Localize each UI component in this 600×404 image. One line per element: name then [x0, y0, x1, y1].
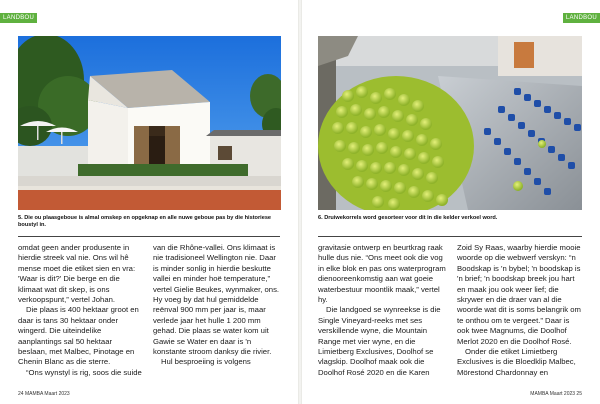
paragraph: “Ons wynstyl is rig, soos die suide — [26, 367, 142, 377]
body-column-2 — [153, 243, 280, 368]
paragraph: van die Rhône-vallei. Ons klimaat is nie tradisioneel Wellington nie. Daar is minder sonlig in hierdie beskutte vallei en minder hoë temperature,” vertel Gielie Beukes, wynmaker, ons. Hy voeg by dat hul gemiddelde reënval 900 mm per jaar is, maar verlede jaar het hulle 1 200 mm gehad. Die plaas se water kom uit Gawie se Water en daar is 'n konstante stroom danksy die rivier. — [153, 243, 280, 357]
paragraph: Die landgoed se wynreekse is die Single Vineyard-reeks met ses verskillende wyne, die Mountain Range met vier wyne, en die Limietberg Exclusives, Doolhof se vlagskip. Doolhof maak ook die Doolhof Rosé 2020 en die Karen — [318, 305, 441, 377]
paragraph: Zoid Sy Raas, waarby hierdie mooie woorde op die webwerf verskyn: “n Boodskap is 'n bybel; 'n boodskap is 'n brief; 'n boodskap breek jou hart en maak jou ook weer lief; die skrywer en die draer van al die woorde wat dit is soms belangrik om te onthou om te vergeet.” Daar is ook twee Magnums, die Doolhof Merlot 2020 en die Doolhof Rosé. — [457, 243, 581, 346]
paragraph: gravitasie ontwerp en beurtkrag raak hulle dus nie. “Ons meet ook die vog in elke blok en pas ons waterprogram dienooreenkomstig aan wat goeie waterbestuur moontlik maak,” vertel hy. — [318, 243, 446, 305]
paragraph: Hul besproeiing is volgens — [161, 357, 251, 367]
section-tag: LANDBOU — [0, 13, 37, 23]
body-column-2 — [457, 243, 583, 378]
caption-divider — [18, 236, 280, 237]
section-tag: LANDBOU — [563, 13, 600, 23]
farm-building-photo — [18, 36, 281, 210]
page-footer: MAMBA Maart 2023 25 — [530, 391, 582, 397]
caption-divider — [318, 236, 582, 237]
paragraph: Die plaas is 400 hektaar groot en daar is tans 30 hektaar onder wingerd. Die uiteindelike aanplantings sal 50 hektaar beslaan, met Malbec, Pinotage en Chenin Blanc as die sterre. — [18, 305, 139, 367]
body-column-1 — [318, 243, 446, 378]
body-column-1 — [18, 243, 142, 378]
paragraph: Onder die etiket Limietberg Exclusives is die Bloedklip Malbec, Mörestond Chardonnay en — [457, 347, 576, 377]
page-footer: 24 MAMBA Maart 2023 — [18, 391, 70, 397]
paragraph: omdat geen ander produsente in hierdie streek val nie. Ons wil hê mense moet die etiket sien en vra: 'Waar is dit?' Die berge en die klimaat wat dit skep, is ons verkoopspunt,” vertel Johan. — [18, 243, 136, 305]
grape-sorting-photo — [318, 36, 582, 210]
left-page — [0, 0, 298, 404]
photo-caption: 5. Die ou plaasgeboue is almal omskep en opgeknap en alle nuwe geboue pas by die historiese boustyl in. — [18, 215, 272, 228]
photo-caption: 6. Druiwekorrels word gesorteer voor dit in die kelder verkoel word. — [318, 215, 498, 221]
right-page — [302, 0, 600, 404]
